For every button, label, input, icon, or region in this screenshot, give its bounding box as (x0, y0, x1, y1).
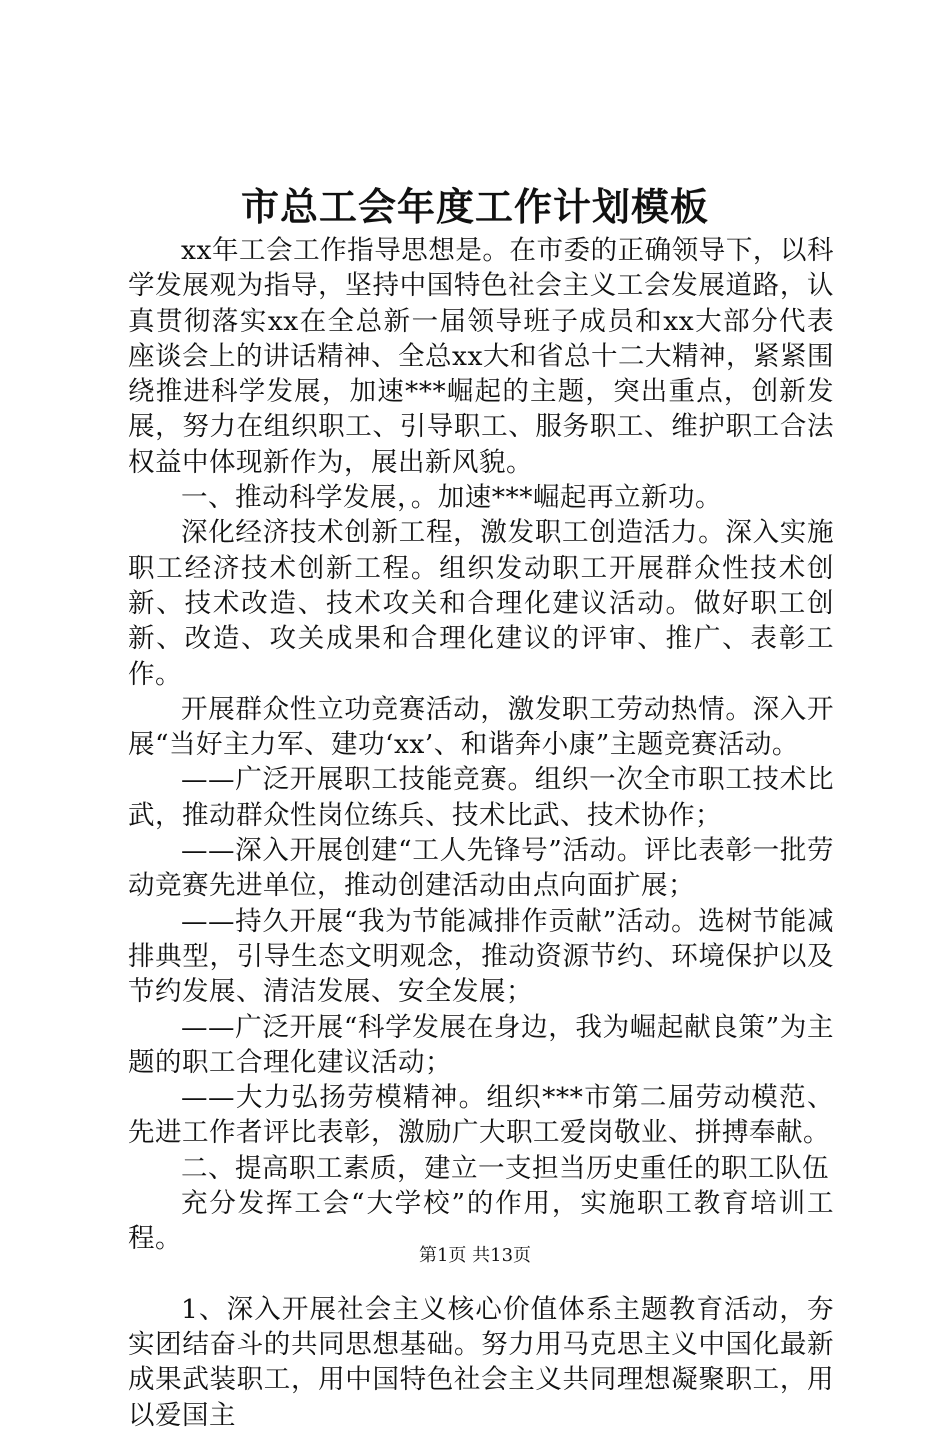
paragraph-competition: 开展群众性立功竞赛活动，激发职工劳动热情。深入开展“当好主力军、建功‘xx’、和谐奔小康”主题竞赛活动。 (128, 693, 834, 761)
paragraph-guiding-thought: xx年工会工作指导思想是。在市委的正确领导下，以科学发展观为指导，坚持中国特色社会主义工会发展道路，认真贯彻落实xx在全总新一届领导班子成员和xx大部分代表座谈会上的讲话精神、全总xx大和省总十二大精神，紧紧围绕推进科学发展，加速***崛起的主题，突出重点，创新发展，努力在组织职工、引导职工、服务职工、维护职工合法权益中体现新作为，展出新风貌。 (128, 235, 834, 478)
list-item-model-workers: ——大力弘扬劳模精神。组织***市第二届劳动模范、先进工作者评比表彰，激励广大职工爱岗敬业、拼搏奉献。 (128, 1082, 834, 1149)
heading-section-one: 一、推动科学发展，。加速***崛起再立新功。 (181, 482, 722, 514)
list-item-pioneer: ——深入开展创建“工人先锋号”活动。评比表彰一批劳动竞赛先进单位，推动创建活动由点向面扩展； (128, 835, 834, 902)
list-item-energy-saving: ——持久开展“我为节能减排作贡献”活动。选树节能减排典型，引导生态文明观念，推动资源节约、环境保护以及节约发展、清洁发展、安全发展； (128, 905, 834, 1008)
document-title: 市总工会年度工作计划模板 (240, 184, 709, 229)
heading-section-two: 二、提高职工素质，建立一支担当历史重任的职工队伍 (181, 1152, 829, 1184)
page-number: 第1页 共13页 (418, 1245, 532, 1266)
list-item-suggestions: ——广泛开展“科学发展在身边，我为崛起献良策”为主题的职工合理化建议活动； (128, 1011, 834, 1078)
list-item-skills-contest: ——广泛开展职工技能竞赛。组织一次全市职工技术比武，推动群众性岗位练兵、技术比武、技术协作； (128, 764, 834, 831)
paragraph-innovation: 深化经济技术创新工程，激发职工创造活力。深入实施职工经济技术创新工程。组织发动职工开展群众性技术创新、技术改造、技术攻关和合理化建议活动。做好职工创新、改造、攻关成果和合理化建议的评审、推广、表彰工作。 (128, 517, 834, 690)
paragraph-core-values: 1、深入开展社会主义核心价值体系主题教育活动，夯实团结奋斗的共同思想基础。努力用马克思主义中国化最新成果武装职工，用中国特色社会主义共同理想凝聚职工，用以爱国主 (128, 1293, 834, 1431)
paragraph-university: 充分发挥工会“大学校”的作用，实施职工教育培训工程。 (128, 1188, 834, 1255)
